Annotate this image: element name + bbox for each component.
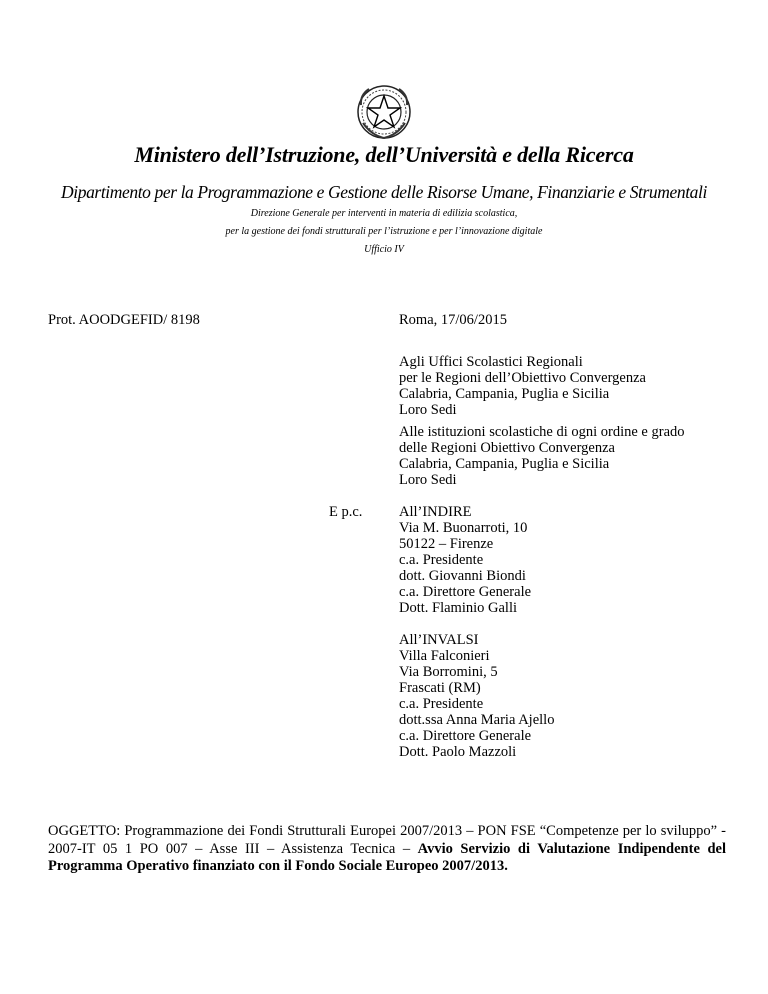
italian-republic-emblem-icon [355,83,413,141]
cc-recipient-block [399,504,531,616]
department-title: Dipartimento per la Programmazione e Gestione delle Risorse Umane, Finanziarie e Strumentali [61,182,707,202]
cc-recipient-line: Villa Falconieri [399,648,490,664]
recipient-line: Calabria, Campania, Puglia e Sicilia [399,386,610,402]
place-date: Roma, 17/06/2015 [399,312,507,328]
cc-recipient-line: All’INDIRE [399,504,472,520]
recipient-line: Loro Sedi [399,402,457,418]
recipient-block [399,424,685,488]
direction-line-2: per la gestione dei fondi strutturali per l’istruzione e per l’innovazione digitale [225,226,543,237]
cc-label: E p.c. [329,504,363,520]
subject-text: OGGETTO: Programmazione dei Fondi Strutturali Europei 2007/2013 – PON FSE “Competenze per lo sviluppo” - 2007-IT 05 1 PO 007 – Asse III – Assistenza Tecnica – [48,823,726,857]
cc-recipient-line: c.a. Direttore Generale [399,728,532,744]
cc-recipient-line: dott. Giovanni Biondi [399,568,526,584]
recipient-line: per le Regioni dell’Obiettivo Convergenza [399,370,646,386]
cc-recipient-line: Via Borromini, 5 [399,664,498,680]
cc-recipient-block [399,632,554,760]
subject-bold-text: Avvio Servizio di Valutazione Indipendente del Programma Operativo finanziato con il Fondo Sociale Europeo 2007/2013. [48,840,726,875]
office-label: Ufficio IV [364,244,404,255]
ministry-title: Ministero dell’Istruzione, dell’Università e della Ricerca [134,142,634,167]
cc-recipient-line: dott.ssa Anna Maria Ajello [399,712,555,728]
recipient-line: Calabria, Campania, Puglia e Sicilia [399,456,610,472]
cc-recipient-line: Via M. Buonarroti, 10 [399,520,528,536]
cc-recipient-line: All’INVALSI [399,632,479,648]
recipient-line: delle Regioni Obiettivo Convergenza [399,440,615,456]
protocol-number: Prot. AOODGEFID/ 8198 [48,312,200,328]
cc-recipient-line: c.a. Presidente [399,552,484,568]
recipient-block [399,354,646,418]
recipient-line: Loro Sedi [399,472,457,488]
recipient-line: Agli Uffici Scolastici Regionali [399,354,583,370]
cc-recipient-line: c.a. Presidente [399,696,484,712]
cc-recipient-line: c.a. Direttore Generale [399,584,532,600]
cc-recipient-line: Frascati (RM) [399,680,481,696]
direction-line-1: Direzione Generale per interventi in materia di edilizia scolastica, [250,208,518,219]
cc-recipient-line: 50122 – Firenze [399,536,494,552]
cc-recipient-line: Dott. Flaminio Galli [399,600,518,616]
subject-paragraph [48,823,726,876]
cc-recipient-line: Dott. Paolo Mazzoli [399,744,517,760]
recipient-line: Alle istituzioni scolastiche di ogni ordine e grado [399,424,685,440]
